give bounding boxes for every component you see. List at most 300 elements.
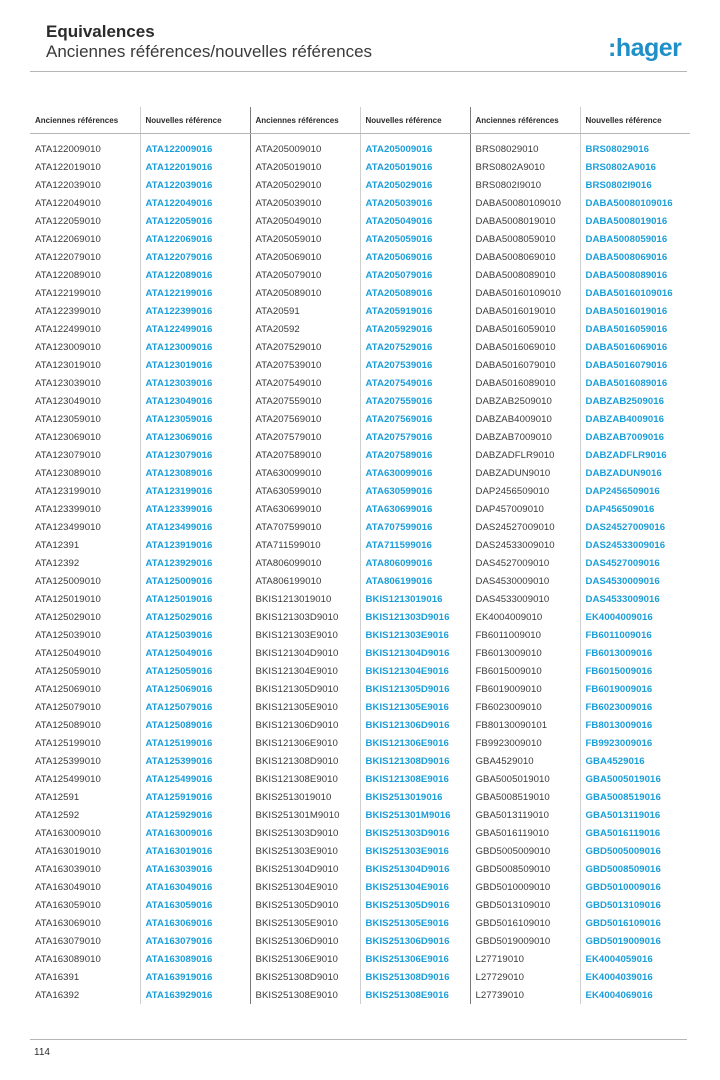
new-reference-cell: GBA5013119016 xyxy=(585,809,661,821)
column-header-old: Anciennes références xyxy=(250,107,360,134)
old-reference-cell: ATA20592 xyxy=(250,320,360,338)
new-reference-cell: ATA125009016 xyxy=(140,572,250,590)
old-reference-cell: GBA5005019010 xyxy=(470,770,580,788)
old-reference-cell: ATA630599010 xyxy=(250,482,360,500)
new-reference-cell: ATA125029016 xyxy=(140,608,250,626)
new-reference-cell: EK4004009016 xyxy=(585,611,653,623)
old-reference-cell: BKIS251303D9010 xyxy=(250,824,360,842)
old-reference-cell: ATA125009010 xyxy=(30,572,140,590)
old-reference-cell: ATA122009010 xyxy=(30,134,140,159)
old-reference-cell: GBA5013119010 xyxy=(470,806,580,824)
old-reference-cell: BKIS121304E9010 xyxy=(250,662,360,680)
old-reference-cell: BKIS251306E9010 xyxy=(250,950,360,968)
new-reference-cell: ATA122069016 xyxy=(140,230,250,248)
new-reference-cell: ATA163919016 xyxy=(140,968,250,986)
new-reference-cell: DAS4527009016 xyxy=(585,557,660,569)
old-reference-cell: L27719010 xyxy=(470,950,580,968)
old-reference-cell: FB9923009010 xyxy=(470,734,580,752)
old-reference-cell: BKIS121306D9010 xyxy=(250,716,360,734)
table-row xyxy=(30,896,690,914)
new-reference-cell: BKIS251303E9016 xyxy=(360,842,470,860)
new-reference-cell: DABA50160109016 xyxy=(585,287,673,299)
old-reference-cell: ATA125029010 xyxy=(30,608,140,626)
old-reference-cell: ATA163049010 xyxy=(30,878,140,896)
new-reference-cell: FB6023009016 xyxy=(585,701,653,713)
new-reference-cell: GBD5010009016 xyxy=(585,881,661,893)
table-body xyxy=(30,134,690,1005)
old-reference-cell: ATA123059010 xyxy=(30,410,140,428)
new-reference-cell: ATA205079016 xyxy=(360,266,470,284)
old-reference-cell: ATA122079010 xyxy=(30,248,140,266)
new-reference-cell: ATA207539016 xyxy=(360,356,470,374)
old-reference-cell: ATA122499010 xyxy=(30,320,140,338)
old-reference-cell: ATA12591 xyxy=(30,788,140,806)
old-reference-cell: ATA163019010 xyxy=(30,842,140,860)
new-reference-cell: ATA163089016 xyxy=(140,950,250,968)
table-row xyxy=(30,356,690,374)
old-reference-cell: BKIS121305D9010 xyxy=(250,680,360,698)
new-reference-cell: ATA205009016 xyxy=(360,134,470,159)
new-reference-cell: ATA205039016 xyxy=(360,194,470,212)
old-reference-cell: BKIS251306D9010 xyxy=(250,932,360,950)
table-row xyxy=(30,680,690,698)
old-reference-cell: DABA5016069010 xyxy=(470,338,580,356)
new-reference-cell: ATA123039016 xyxy=(140,374,250,392)
old-reference-cell: BKIS121305E9010 xyxy=(250,698,360,716)
new-reference-cell: FB6019009016 xyxy=(585,683,653,695)
old-reference-cell: DAS24533009010 xyxy=(470,536,580,554)
old-reference-cell: ATA711599010 xyxy=(250,536,360,554)
old-reference-cell: FB6015009010 xyxy=(470,662,580,680)
new-reference-cell: ATA125049016 xyxy=(140,644,250,662)
equivalence-table xyxy=(30,107,690,1004)
old-reference-cell: BKIS121308D9010 xyxy=(250,752,360,770)
old-reference-cell: BKIS1213019010 xyxy=(250,590,360,608)
table-row xyxy=(30,932,690,950)
new-reference-cell: DAP456509016 xyxy=(585,503,655,515)
old-reference-cell: ATA123399010 xyxy=(30,500,140,518)
table-row xyxy=(30,734,690,752)
new-reference-cell: ATA122089016 xyxy=(140,266,250,284)
old-reference-cell: BKIS121308E9010 xyxy=(250,770,360,788)
new-reference-cell: ATA125399016 xyxy=(140,752,250,770)
new-reference-cell: BKIS251304E9016 xyxy=(360,878,470,896)
new-reference-cell: GBD5016109016 xyxy=(585,917,661,929)
new-reference-cell: GBD5019009016 xyxy=(585,935,661,947)
bottom-divider xyxy=(30,1039,687,1040)
new-reference-cell: BRS0802I9016 xyxy=(585,179,652,191)
old-reference-cell: GBD5005009010 xyxy=(470,842,580,860)
new-reference-cell: BKIS251305D9016 xyxy=(360,896,470,914)
old-reference-cell: ATA125499010 xyxy=(30,770,140,788)
new-reference-cell: FB8013009016 xyxy=(585,719,653,731)
new-reference-cell: ATA125929016 xyxy=(140,806,250,824)
old-reference-cell: BKIS121303D9010 xyxy=(250,608,360,626)
table-row xyxy=(30,428,690,446)
new-reference-cell: BKIS121308D9016 xyxy=(360,752,470,770)
new-reference-cell: ATA123199016 xyxy=(140,482,250,500)
table-row xyxy=(30,518,690,536)
new-reference-cell: ATA122019016 xyxy=(140,158,250,176)
new-reference-cell: BKIS121308E9016 xyxy=(360,770,470,788)
new-reference-cell: BKIS121305D9016 xyxy=(360,680,470,698)
new-reference-cell: ATA630599016 xyxy=(360,482,470,500)
table-row xyxy=(30,176,690,194)
new-reference-cell: DABA50080109016 xyxy=(585,197,673,209)
old-reference-cell: ATA123199010 xyxy=(30,482,140,500)
old-reference-cell: DABA5016019010 xyxy=(470,302,580,320)
table-row xyxy=(30,248,690,266)
table-row xyxy=(30,212,690,230)
new-reference-cell: ATA123049016 xyxy=(140,392,250,410)
old-reference-cell: DAP2456509010 xyxy=(470,482,580,500)
old-reference-cell: ATA122089010 xyxy=(30,266,140,284)
old-reference-cell: GBA5016119010 xyxy=(470,824,580,842)
old-reference-cell: GBD5013109010 xyxy=(470,896,580,914)
old-reference-cell: ATA630699010 xyxy=(250,500,360,518)
table-row xyxy=(30,374,690,392)
new-reference-cell: ATA122079016 xyxy=(140,248,250,266)
old-reference-cell: ATA207569010 xyxy=(250,410,360,428)
table-row xyxy=(30,134,690,159)
new-reference-cell: DABA5016069016 xyxy=(585,341,668,353)
old-reference-cell: BRS0802I9010 xyxy=(470,176,580,194)
table-row xyxy=(30,500,690,518)
old-reference-cell: ATA163059010 xyxy=(30,896,140,914)
new-reference-cell: ATA707599016 xyxy=(360,518,470,536)
old-reference-cell: DABA50080109010 xyxy=(470,194,580,212)
old-reference-cell: ATA123009010 xyxy=(30,338,140,356)
new-reference-cell: BKIS251304D9016 xyxy=(360,860,470,878)
new-reference-cell: GBD5013109016 xyxy=(585,899,661,911)
old-reference-cell: ATA123079010 xyxy=(30,446,140,464)
old-reference-cell: ATA630099010 xyxy=(250,464,360,482)
old-reference-cell: ATA125089010 xyxy=(30,716,140,734)
old-reference-cell: DABA5016079010 xyxy=(470,356,580,374)
new-reference-cell: BRS0802A9016 xyxy=(585,161,656,173)
new-reference-cell: GBA4529016 xyxy=(585,755,645,767)
new-reference-cell: BRS08029016 xyxy=(585,143,649,155)
table-row xyxy=(30,158,690,176)
new-reference-cell: DABZADFLR9016 xyxy=(585,449,667,461)
new-reference-cell: ATA123019016 xyxy=(140,356,250,374)
new-reference-cell: ATA125499016 xyxy=(140,770,250,788)
new-reference-cell: GBA5005019016 xyxy=(585,773,661,785)
new-reference-cell: ATA163049016 xyxy=(140,878,250,896)
new-reference-cell: ATA125919016 xyxy=(140,788,250,806)
new-reference-cell: ATA163079016 xyxy=(140,932,250,950)
old-reference-cell: GBA4529010 xyxy=(470,752,580,770)
hager-logo: :hager xyxy=(608,34,682,62)
new-reference-cell: ATA122199016 xyxy=(140,284,250,302)
new-reference-cell: ATA123499016 xyxy=(140,518,250,536)
table-row xyxy=(30,806,690,824)
new-reference-cell: ATA122499016 xyxy=(140,320,250,338)
table-row xyxy=(30,626,690,644)
table-row xyxy=(30,590,690,608)
new-reference-cell: ATA123009016 xyxy=(140,338,250,356)
new-reference-cell: DAS24533009016 xyxy=(585,539,666,551)
old-reference-cell: DABA5016089010 xyxy=(470,374,580,392)
new-reference-cell: ATA207559016 xyxy=(360,392,470,410)
new-reference-cell: DABA5016059016 xyxy=(585,323,668,335)
old-reference-cell: ATA205069010 xyxy=(250,248,360,266)
old-reference-cell: ATA205009010 xyxy=(250,134,360,159)
table-row xyxy=(30,788,690,806)
table-row xyxy=(30,446,690,464)
old-reference-cell: DABZAB2509010 xyxy=(470,392,580,410)
new-reference-cell: EK4004069016 xyxy=(585,989,653,1001)
old-reference-cell: DABZAB7009010 xyxy=(470,428,580,446)
old-reference-cell: DABA5016059010 xyxy=(470,320,580,338)
old-reference-cell: ATA123049010 xyxy=(30,392,140,410)
new-reference-cell: BKIS251306D9016 xyxy=(360,932,470,950)
table-row xyxy=(30,644,690,662)
new-reference-cell: BKIS121303E9016 xyxy=(360,626,470,644)
old-reference-cell: ATA806099010 xyxy=(250,554,360,572)
column-header-new: Nouvelles référence xyxy=(360,107,470,134)
old-reference-cell: ATA122399010 xyxy=(30,302,140,320)
new-reference-cell: EK4004039016 xyxy=(585,971,653,983)
old-reference-cell: GBD5019009010 xyxy=(470,932,580,950)
old-reference-cell: BRS0802A9010 xyxy=(470,158,580,176)
old-reference-cell: BKIS121303E9010 xyxy=(250,626,360,644)
new-reference-cell: ATA125059016 xyxy=(140,662,250,680)
page-number: 114 xyxy=(34,1047,50,1058)
new-reference-cell: DABA5016079016 xyxy=(585,359,668,371)
old-reference-cell: ATA12592 xyxy=(30,806,140,824)
old-reference-cell: DABA5008089010 xyxy=(470,266,580,284)
old-reference-cell: ATA806199010 xyxy=(250,572,360,590)
old-reference-cell: L27729010 xyxy=(470,968,580,986)
old-reference-cell: ATA16391 xyxy=(30,968,140,986)
new-reference-cell: BKIS121303D9016 xyxy=(360,608,470,626)
new-reference-cell: ATA163009016 xyxy=(140,824,250,842)
new-reference-cell: ATA806199016 xyxy=(360,572,470,590)
table-row xyxy=(30,266,690,284)
new-reference-cell: DABZADUN9016 xyxy=(585,467,662,479)
old-reference-cell: ATA20591 xyxy=(250,302,360,320)
old-reference-cell: DAS4527009010 xyxy=(470,554,580,572)
old-reference-cell: GBD5010009010 xyxy=(470,878,580,896)
old-reference-cell: BKIS121306E9010 xyxy=(250,734,360,752)
table-row xyxy=(30,770,690,788)
new-reference-cell: DABA5008069016 xyxy=(585,251,668,263)
old-reference-cell: ATA205029010 xyxy=(250,176,360,194)
new-reference-cell: ATA205929016 xyxy=(360,320,470,338)
new-reference-cell: BKIS251305E9016 xyxy=(360,914,470,932)
new-reference-cell: ATA122009016 xyxy=(140,134,250,159)
table-row xyxy=(30,536,690,554)
old-reference-cell: DAS4533009010 xyxy=(470,590,580,608)
old-reference-cell: DAP457009010 xyxy=(470,500,580,518)
old-reference-cell: BKIS2513019010 xyxy=(250,788,360,806)
new-reference-cell: FB9923009016 xyxy=(585,737,653,749)
top-divider xyxy=(30,71,687,72)
new-reference-cell: ATA205089016 xyxy=(360,284,470,302)
old-reference-cell: FB6013009010 xyxy=(470,644,580,662)
old-reference-cell: BKIS251303E9010 xyxy=(250,842,360,860)
new-reference-cell: BKIS121305E9016 xyxy=(360,698,470,716)
old-reference-cell: FB6019009010 xyxy=(470,680,580,698)
old-reference-cell: DAS4530009010 xyxy=(470,572,580,590)
page-title: Equivalences xyxy=(46,22,155,41)
new-reference-cell: ATA205069016 xyxy=(360,248,470,266)
table-row xyxy=(30,860,690,878)
new-reference-cell: FB6015009016 xyxy=(585,665,653,677)
old-reference-cell: ATA207549010 xyxy=(250,374,360,392)
new-reference-cell: ATA122399016 xyxy=(140,302,250,320)
old-reference-cell: ATA12392 xyxy=(30,554,140,572)
old-reference-cell: ATA207539010 xyxy=(250,356,360,374)
new-reference-cell: DABA5008019016 xyxy=(585,215,668,227)
old-reference-cell: ATA122039010 xyxy=(30,176,140,194)
table-row xyxy=(30,338,690,356)
new-reference-cell: ATA630099016 xyxy=(360,464,470,482)
old-reference-cell: ATA125079010 xyxy=(30,698,140,716)
old-reference-cell: ATA122069010 xyxy=(30,230,140,248)
column-header-old: Anciennes références xyxy=(470,107,580,134)
new-reference-cell: DABA5008059016 xyxy=(585,233,668,245)
table-row xyxy=(30,716,690,734)
table-row xyxy=(30,302,690,320)
old-reference-cell: ATA205079010 xyxy=(250,266,360,284)
new-reference-cell: DAP2456509016 xyxy=(585,485,660,497)
old-reference-cell: L27739010 xyxy=(470,986,580,1004)
old-reference-cell: ATA125049010 xyxy=(30,644,140,662)
old-reference-cell: BRS08029010 xyxy=(470,134,580,159)
new-reference-cell: ATA205029016 xyxy=(360,176,470,194)
new-reference-cell: ATA163019016 xyxy=(140,842,250,860)
new-reference-cell: BKIS121306E9016 xyxy=(360,734,470,752)
old-reference-cell: ATA205059010 xyxy=(250,230,360,248)
old-reference-cell: ATA125399010 xyxy=(30,752,140,770)
column-header-new: Nouvelles référence xyxy=(580,107,690,134)
table-row xyxy=(30,698,690,716)
old-reference-cell: ATA205089010 xyxy=(250,284,360,302)
table-row xyxy=(30,230,690,248)
new-reference-cell: ATA125089016 xyxy=(140,716,250,734)
old-reference-cell: ATA163069010 xyxy=(30,914,140,932)
old-reference-cell: ATA205039010 xyxy=(250,194,360,212)
old-reference-cell: BKIS251304E9010 xyxy=(250,878,360,896)
new-reference-cell: DABA5016089016 xyxy=(585,377,668,389)
new-reference-cell: ATA205049016 xyxy=(360,212,470,230)
old-reference-cell: BKIS251305D9010 xyxy=(250,896,360,914)
old-reference-cell: DABA5008069010 xyxy=(470,248,580,266)
new-reference-cell: ATA630699016 xyxy=(360,500,470,518)
new-reference-cell: GBA5008519016 xyxy=(585,791,661,803)
old-reference-cell: FB6023009010 xyxy=(470,698,580,716)
old-reference-cell: EK4004009010 xyxy=(470,608,580,626)
old-reference-cell: BKIS251305E9010 xyxy=(250,914,360,932)
new-reference-cell: DABZAB4009016 xyxy=(585,413,665,425)
old-reference-cell: FB6011009010 xyxy=(470,626,580,644)
new-reference-cell: BKIS251301M9016 xyxy=(360,806,470,824)
old-reference-cell: ATA125019010 xyxy=(30,590,140,608)
table-row xyxy=(30,554,690,572)
old-reference-cell: ATA125199010 xyxy=(30,734,140,752)
old-reference-cell: ATA163039010 xyxy=(30,860,140,878)
table-row xyxy=(30,482,690,500)
new-reference-cell: ATA123089016 xyxy=(140,464,250,482)
new-reference-cell: ATA123079016 xyxy=(140,446,250,464)
new-reference-cell: ATA125079016 xyxy=(140,698,250,716)
old-reference-cell: ATA123499010 xyxy=(30,518,140,536)
table-row xyxy=(30,968,690,986)
table-header-row xyxy=(30,107,690,134)
old-reference-cell: ATA207589010 xyxy=(250,446,360,464)
new-reference-cell: ATA207589016 xyxy=(360,446,470,464)
old-reference-cell: GBD5008509010 xyxy=(470,860,580,878)
old-reference-cell: GBD5016109010 xyxy=(470,914,580,932)
new-reference-cell: BKIS251308D9016 xyxy=(360,968,470,986)
new-reference-cell: DABZAB7009016 xyxy=(585,431,665,443)
new-reference-cell: GBD5008509016 xyxy=(585,863,661,875)
old-reference-cell: ATA163089010 xyxy=(30,950,140,968)
old-reference-cell: BKIS251304D9010 xyxy=(250,860,360,878)
table-row xyxy=(30,824,690,842)
table-row xyxy=(30,752,690,770)
old-reference-cell: FB80130090101 xyxy=(470,716,580,734)
old-reference-cell: ATA163009010 xyxy=(30,824,140,842)
old-reference-cell: ATA125039010 xyxy=(30,626,140,644)
old-reference-cell: BKIS251301M9010 xyxy=(250,806,360,824)
new-reference-cell: BKIS251303D9016 xyxy=(360,824,470,842)
old-reference-cell: BKIS251308E9010 xyxy=(250,986,360,1004)
new-reference-cell: ATA125039016 xyxy=(140,626,250,644)
new-reference-cell: ATA207579016 xyxy=(360,428,470,446)
old-reference-cell: ATA122049010 xyxy=(30,194,140,212)
table-row xyxy=(30,986,690,1004)
new-reference-cell: BKIS121304D9016 xyxy=(360,644,470,662)
old-reference-cell: ATA207559010 xyxy=(250,392,360,410)
table-row xyxy=(30,320,690,338)
column-header-new: Nouvelles référence xyxy=(140,107,250,134)
new-reference-cell: ATA123399016 xyxy=(140,500,250,518)
new-reference-cell: ATA123059016 xyxy=(140,410,250,428)
table-row xyxy=(30,662,690,680)
old-reference-cell: DABA5008019010 xyxy=(470,212,580,230)
new-reference-cell: ATA205059016 xyxy=(360,230,470,248)
new-reference-cell: DAS4533009016 xyxy=(585,593,660,605)
old-reference-cell: ATA125059010 xyxy=(30,662,140,680)
new-reference-cell: ATA122059016 xyxy=(140,212,250,230)
old-reference-cell: ATA16392 xyxy=(30,986,140,1004)
new-reference-cell: ATA207529016 xyxy=(360,338,470,356)
old-reference-cell: ATA207529010 xyxy=(250,338,360,356)
page-subtitle: Anciennes références/nouvelles références xyxy=(46,42,373,61)
old-reference-cell: ATA123069010 xyxy=(30,428,140,446)
table-row xyxy=(30,608,690,626)
table-row xyxy=(30,878,690,896)
old-reference-cell: ATA12391 xyxy=(30,536,140,554)
new-reference-cell: GBD5005009016 xyxy=(585,845,661,857)
new-reference-cell: ATA806099016 xyxy=(360,554,470,572)
new-reference-cell: ATA207569016 xyxy=(360,410,470,428)
new-reference-cell: DABA5016019016 xyxy=(585,305,668,317)
new-reference-cell: ATA125019016 xyxy=(140,590,250,608)
old-reference-cell: ATA125069010 xyxy=(30,680,140,698)
new-reference-cell: ATA163039016 xyxy=(140,860,250,878)
new-reference-cell: BKIS121306D9016 xyxy=(360,716,470,734)
new-reference-cell: BKIS2513019016 xyxy=(360,788,470,806)
new-reference-cell: DAS24527009016 xyxy=(585,521,666,533)
old-reference-cell: DABZADUN9010 xyxy=(470,464,580,482)
old-reference-cell: DABZAB4009010 xyxy=(470,410,580,428)
table-row xyxy=(30,950,690,968)
table-row xyxy=(30,572,690,590)
